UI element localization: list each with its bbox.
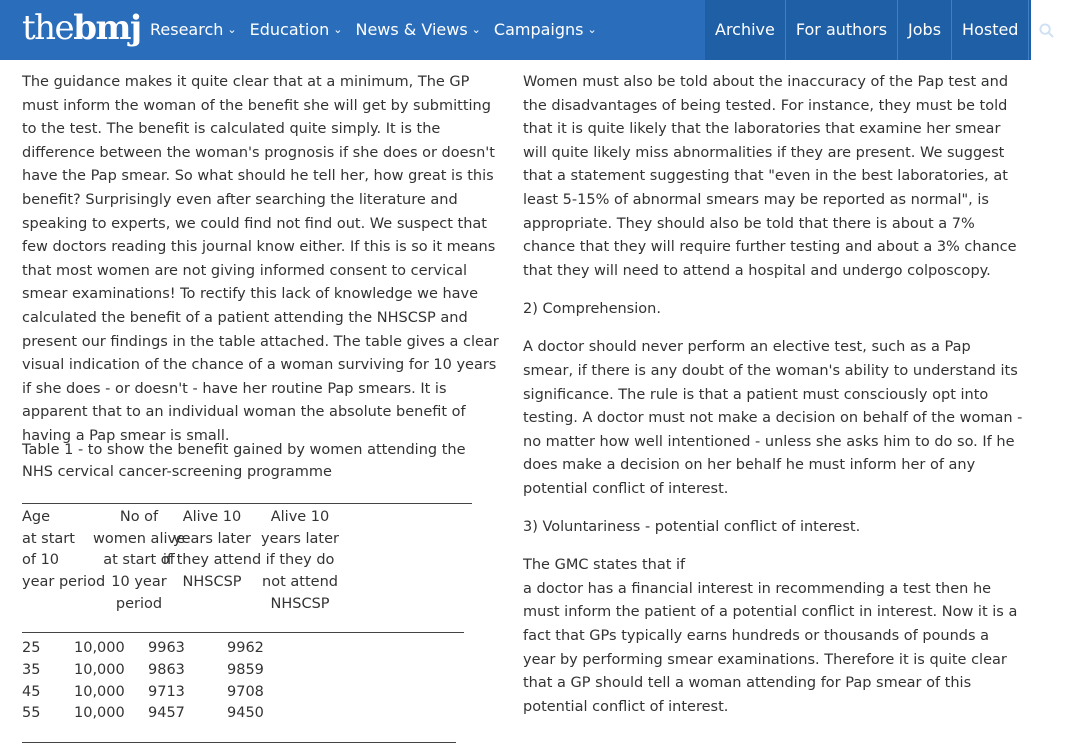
search-button[interactable]	[1029, 0, 1078, 60]
nav-label: Campaigns	[493, 20, 584, 39]
nav-label: News & Views	[355, 20, 468, 39]
secondary-nav	[705, 0, 1069, 60]
cell-not-attend: 9962	[227, 640, 264, 656]
cell-age: 45	[22, 684, 41, 700]
section-heading-comprehension: 2) Comprehension.	[523, 300, 661, 317]
nav-item-for-authors[interactable]: For authors	[786, 0, 898, 60]
chevron-down-icon: ⌄	[333, 23, 343, 36]
logo-light-text: the	[22, 8, 74, 48]
table-caption: Table 1 - to show the benefit gained by women attending the NHS cervical cancer-screening programme	[22, 442, 466, 480]
cell-attend: 9457	[148, 705, 185, 721]
table-header-rule	[22, 632, 464, 633]
body-paragraph: A doctor should never perform an elective test, such as a Pap smear, if there is any doubt of the woman's ability to understand its significance. The rule is that a patient must consciously opt into testing. A doctor must not make a decision on behalf of the woman - no matter how well intentioned - unless she asks him to do so. If he does make a decision on her behalf he must inform her of any potential conflict of interest.	[523, 339, 1023, 497]
table-header-age: Age at start of 10 year period	[22, 509, 106, 591]
cell-women: 10,000	[74, 705, 125, 721]
cell-women: 10,000	[74, 640, 125, 656]
bmj-logo[interactable]	[22, 8, 141, 48]
logo-bold-text: bmj	[73, 8, 141, 48]
cell-attend: 9963	[148, 640, 185, 656]
table-header-women: No of women alive at start of 10 year period	[92, 509, 186, 612]
table-header-not-attend: Alive 10 years later if they do not attend NHSCSP	[261, 509, 339, 612]
cell-attend: 9863	[148, 662, 185, 678]
cell-attend: 9713	[148, 684, 185, 700]
body-paragraph: The guidance makes it quite clear that at a minimum, The GP must inform the woman of the benefit she will get by submitting to the test. The benefit is calculated quite simply. It is the difference between the woman's prognosis if she does or doesn't have the Pap smear. So what should he tell her, how great is this benefit? Surprisingly even after searching the literature and speaking to experts, we could find not find out. We suspect that few doctors reading this journal know either. If this is so it means that most women are not giving informed consent to cervical smear examinations! To rectify this lack of knowledge we have calculated the benefit of a patient attending the NHSCSP and present our findings in the table attached. The table gives a clear visual indication of the chance of a woman surviving for 10 years if she does - or doesn't - have her routine Pap smears. It is apparent that to an individual woman the absolute benefit of having a Pap smear is small.	[22, 74, 499, 444]
nav-item-archive[interactable]: Archive	[705, 0, 786, 60]
cell-women: 10,000	[74, 662, 125, 678]
nav-item-news-views[interactable]	[355, 0, 480, 60]
chevron-down-icon: ⌄	[227, 23, 237, 36]
table-top-rule	[22, 503, 472, 504]
cell-not-attend: 9708	[227, 684, 264, 700]
table-row	[0, 637, 480, 659]
table-row	[0, 681, 480, 703]
top-navigation-bar	[0, 0, 1069, 60]
primary-nav	[150, 0, 610, 60]
chevron-down-icon: ⌄	[587, 23, 597, 36]
body-paragraph: a doctor has a financial interest in recommending a test then he must inform the patient of a potential conflict in interest. Now it is a fact that GPs typically earns hundreds or thousands of pounds a year by performing smear examinations. Therefore it is quite clear that a GP should tell a woman attending for Pap smear of this potential conflict of interest.	[523, 580, 1018, 715]
cell-age: 55	[22, 705, 41, 721]
nav-label: Research	[150, 20, 224, 39]
cell-women: 10,000	[74, 684, 125, 700]
cell-age: 25	[22, 640, 41, 656]
cell-not-attend: 9859	[227, 662, 264, 678]
body-paragraph: The GMC states that if	[523, 557, 686, 574]
nav-item-research[interactable]	[150, 0, 237, 60]
table-bottom-rule	[22, 742, 456, 743]
article-right-column	[523, 71, 1023, 719]
nav-item-campaigns[interactable]	[494, 0, 597, 60]
section-heading-voluntariness: 3) Voluntariness - potential conflict of interest.	[523, 519, 861, 536]
search-label: S	[1058, 20, 1069, 39]
chevron-down-icon: ⌄	[471, 23, 481, 36]
table-row	[0, 659, 480, 681]
cell-age: 35	[22, 662, 41, 678]
nav-item-education[interactable]	[250, 0, 343, 60]
nav-item-hosted[interactable]: Hosted	[952, 0, 1029, 60]
table-header-attend: Alive 10 years later if they attend NHSCSP	[162, 509, 262, 591]
table-row	[0, 702, 480, 724]
body-paragraph: Women must also be told about the inaccuracy of the Pap test and the disadvantages of being tested. For instance, they must be told that it is quite likely that the laboratories that examine her smear will quite likely miss abnormalities if they are present. We suggest that a statement suggesting that "even in the best laboratories, at least 5-15% of abnormal smears may be reported as normal", is appropriate. They should also be told that there is about a 7% chance that they will require further testing and about a 3% chance that they will need to attend a hospital and undergo colposcopy.	[523, 74, 1017, 279]
nav-item-jobs[interactable]: Jobs	[898, 0, 952, 60]
search-icon	[1039, 23, 1054, 38]
cell-not-attend: 9450	[227, 705, 264, 721]
nav-label: Education	[249, 20, 330, 39]
article-left-column	[22, 71, 502, 449]
